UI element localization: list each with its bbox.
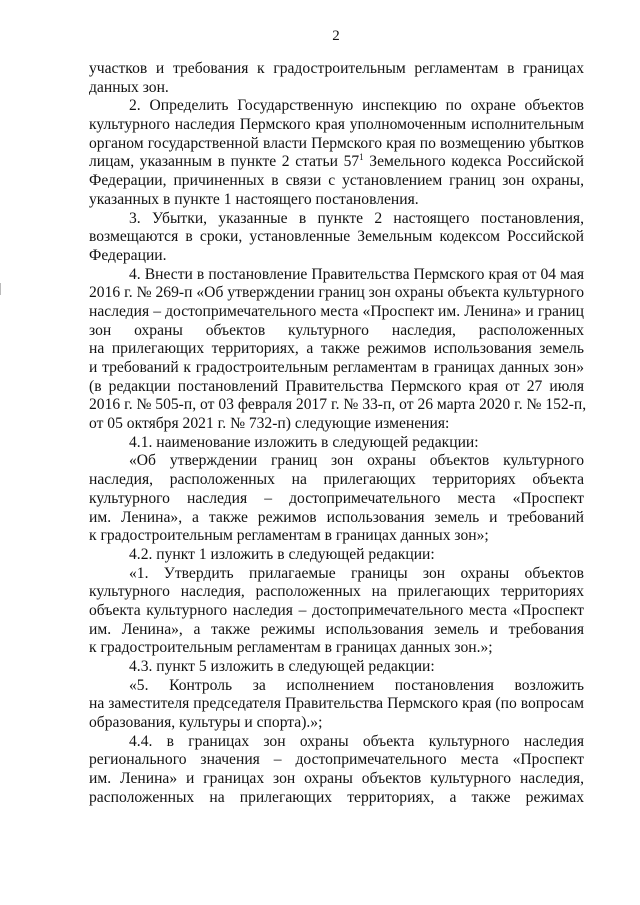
text-line: 4. Внести в постановление Правительства Пермского края от 04 мая — [129, 265, 584, 283]
text-line: расположенных на прилегающих территориях, а также режимах — [89, 788, 584, 806]
text-line: данных зон. — [89, 78, 169, 96]
text-line: 3. Убытки, указанные в пункте 2 настоящего постановления, — [129, 209, 584, 227]
text-line: возмещаются в сроки, установленные Земельным кодексом Российской — [89, 228, 584, 246]
text-line: 4.2. пункт 1 изложить в следующей редакции: — [129, 545, 435, 563]
text-line: участков и требования к градостроительным регламентам в границах — [89, 60, 584, 77]
margin-mark — [0, 283, 4, 295]
text-line: и требований к градостроительным регламентам в границах данных зон» — [89, 359, 584, 376]
page-number: 2 — [332, 28, 340, 44]
text-line-part: Земельного кодекса Российской — [363, 153, 584, 171]
text-line: 4.1. наименование изложить в следующей редакции: — [129, 433, 479, 451]
text-line: им. Ленина», а также режимы использования земель и требования — [89, 620, 584, 638]
text-line: культурного наследия Пермского края уполномоченным исполнительным — [89, 116, 584, 134]
text-line: «Об утверждении границ зон охраны объектов культурного — [129, 452, 584, 470]
document-body — [89, 60, 587, 808]
text-line: «1. Утвердить прилагаемые границы зон охраны объектов — [129, 564, 584, 582]
text-line: 2016 г. № 505-п, от 03 февраля 2017 г. № 33-п, от 26 марта 2020 г. № 152-п, — [89, 396, 587, 414]
text-line: 4.3. пункт 5 изложить в следующей редакции: — [129, 658, 435, 675]
text-line: образования, культуры и спорта).»; — [89, 714, 323, 732]
text-line: на заместителя председателя Правительства Пермского края (по вопросам — [89, 695, 584, 713]
text-line: объекта культурного наследия – достопримечательного места «Проспект — [89, 601, 584, 619]
text-line: Федерации, причиненных в связи с установлением границ зон охраны, — [89, 172, 584, 190]
text-line: 2016 г. № 269-п «Об утверждении границ зон охраны объекта культурного — [89, 284, 584, 302]
text-line: «5. Контроль за исполнением постановления возложить — [129, 676, 584, 694]
text-line: указанных в пункте 1 настоящего постановления. — [89, 190, 419, 208]
text-line — [89, 153, 584, 172]
text-line: к градостроительным регламентам в границах данных зон»; — [89, 527, 489, 545]
text-line: наследия, расположенных на прилегающих территориях объекта — [89, 471, 584, 489]
text-line: органом государственной власти Пермского края по возмещению убытков — [89, 134, 584, 152]
text-line: на прилегающих территориях, а также режимов использования земель — [89, 340, 584, 358]
text-line: наследия – достопримечательного места «Проспект им. Ленина» и границ — [89, 302, 584, 320]
text-line: им. Ленина», а также режимов использования земель и требований — [89, 508, 584, 526]
text-line: 2. Определить Государственную инспекцию по охране объектов — [129, 97, 584, 115]
text-line: от 05 октября 2021 г. № 732-п) следующие изменения: — [89, 415, 450, 433]
text-line: Федерации. — [89, 246, 167, 264]
superscript: 1 — [359, 152, 364, 163]
text-line: 4.4. в границах зон охраны объекта культурного наследия — [129, 732, 584, 750]
text-line: культурного наследия – достопримечательного места «Проспект — [89, 489, 584, 507]
text-line: (в редакции постановлений Правительства Пермского края от 27 июля — [89, 377, 584, 395]
text-line-part: лицам, указанным в пункте 2 статьи 57 — [89, 153, 360, 171]
text-line: к градостроительным регламентам в границах данных зон.»; — [89, 639, 493, 657]
text-line: регионального значения – достопримечательного места «Проспект — [89, 751, 584, 769]
text-line: им. Ленина» и границах зон охраны объектов культурного наследия, — [89, 770, 584, 788]
text-line: культурного наследия, расположенных на прилегающих территориях — [89, 583, 584, 601]
text-line: зон охраны объектов культурного наследия, расположенных — [89, 321, 584, 339]
